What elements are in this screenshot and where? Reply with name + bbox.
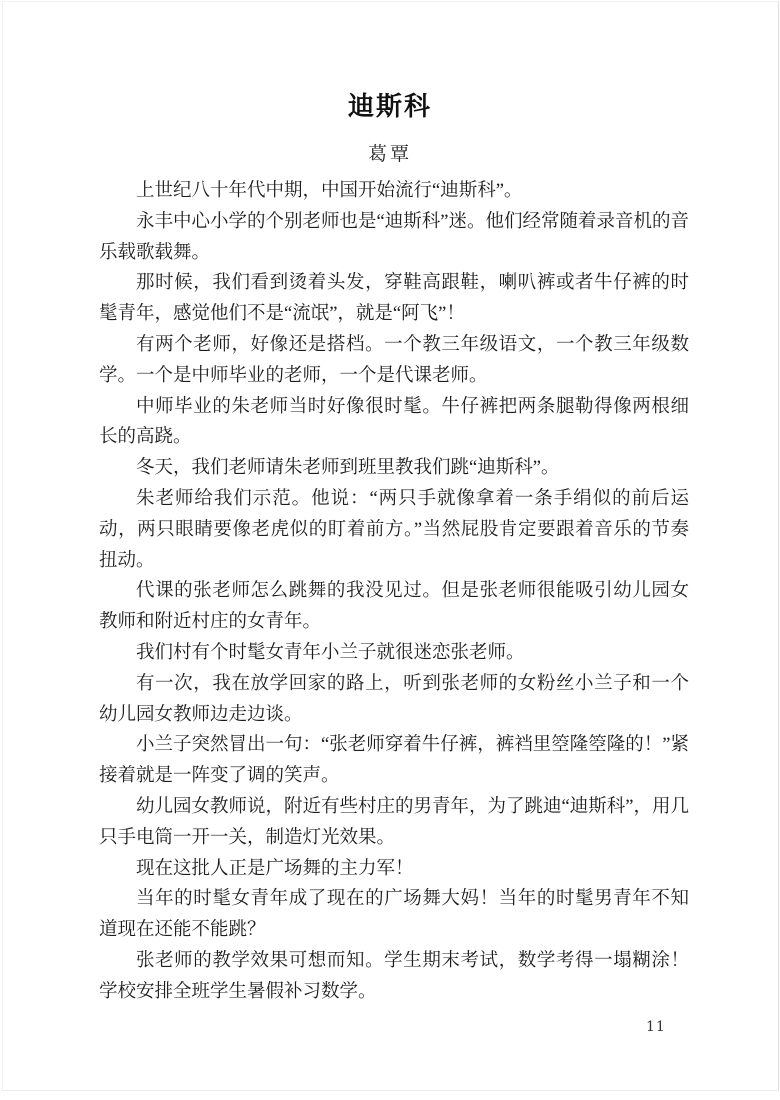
paragraph: 小兰子突然冒出一句：“张老师穿着牛仔裤，裤裆里箜隆箜隆的！”紧接着就是一阵变了调的笑声。 xyxy=(99,735,689,787)
paragraph: 当年的时髦女青年成了现在的广场舞大妈！当年的时髦男青年不知道现在还能不能跳？ xyxy=(99,889,689,941)
paragraph: 有两个老师，好像还是搭档。一个教三年级语文，一个教三年级数学。一个是中师毕业的老师，一个是代课老师。 xyxy=(99,334,689,386)
paragraph: 现在这批人正是广场舞的主力军！ xyxy=(136,858,414,879)
paragraph: 我们村有个时髦女青年小兰子就很迷恋张老师。 xyxy=(136,642,525,663)
paragraph: 朱老师给我们示范。他说：“两只手就像拿着一条手绢似的前后运动，两只眼睛要像老虎似的盯着前方。”当然屁股肯定要跟着音乐的节奏扭动。 xyxy=(99,488,689,571)
paragraph: 中师毕业的朱老师当时好像很时髦。牛仔裤把两条腿勒得像两根细长的高跷。 xyxy=(99,396,689,448)
paragraph: 那时候，我们看到烫着头发，穿鞋高跟鞋，喇叭裤或者牛仔裤的时髦青年，感觉他们不是“流氓”，就是“阿飞”！ xyxy=(99,273,689,325)
paragraph: 冬天，我们老师请朱老师到班里教我们跳“迪斯科”。 xyxy=(136,458,560,479)
author-name: 葛覃 xyxy=(367,144,412,165)
paragraph: 张老师的教学效果可想而知。学生期末考试，数学考得一塌糊涂！学校安排全班学生暑假补习数学。 xyxy=(99,950,689,1002)
paragraph: 上世纪八十年代中期，中国开始流行“迪斯科”。 xyxy=(136,181,523,201)
page-title: 迪斯科 xyxy=(347,92,432,121)
paragraph: 幼儿园女教师说，附近有些村庄的男青年，为了跳迪“迪斯科”，用几只手电筒一开一关，制造灯光效果。 xyxy=(99,796,689,848)
page-number: 11 xyxy=(646,1019,666,1035)
paragraph: 代课的张老师怎么跳舞的我没见过。但是张老师很能吸引幼儿园女教师和附近村庄的女青年。 xyxy=(99,581,689,633)
document-body xyxy=(99,176,689,1008)
paragraph: 有一次，我在放学回家的路上，听到张老师的女粉丝小兰子和一个幼儿园女教师边走边谈。 xyxy=(99,673,689,725)
paragraph: 永丰中心小学的个别老师也是“迪斯科”迷。他们经常随着录音机的音乐载歌载舞。 xyxy=(99,211,689,263)
